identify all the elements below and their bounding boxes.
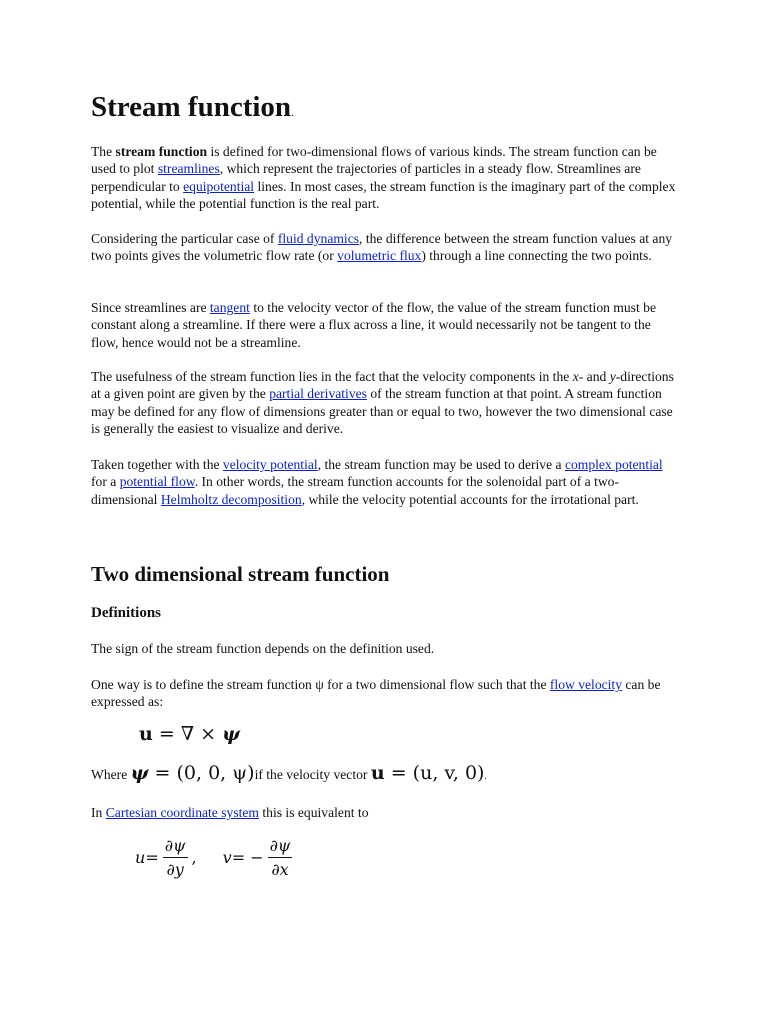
link-velocity-potential[interactable]: velocity potential [222,457,318,472]
link-tangent[interactable]: tangent [209,300,250,315]
equation-curl: u = ∇ × ψ [139,723,240,745]
link-volumetric-flux[interactable]: volumetric flux [337,248,422,264]
intro-paragraph-2: Considering the particular case of fluid dynamics, the difference between the stream function values at any two points gives the volumetric flow rate (or volumetric flux) through a line connecting the two points. [91,231,673,264]
fraction-dpsi-dx: $\frac{\partial\psi}{\partial x}$ [269,836,291,879]
intro-paragraph-4: The usefulness of the stream function lies in the fact that the velocity components in the x- and y-directions at a given point are given by the partial derivatives of the stream function at that point. A stream function may be defined for any flow of dimensions greater than or equal to two, however the two dimensional case is generally the easiest to visualize and derive. [91,369,674,436]
page-title [91,88,294,131]
link-potential-flow[interactable]: potential flow [119,474,195,490]
link-helmholtz-decomposition[interactable]: Helmholtz decomposition [160,491,302,507]
section-heading: Two dimensional stream function [91,562,390,586]
equation-velocity-components: u = $\frac{\partial\psi}{\partial y}$ , v = − $\frac{\partial\psi}{\partial x}$ [135,836,291,879]
link-fluid-dynamics[interactable]: fluid dynamics [277,231,360,246]
bold-term: stream function [115,144,208,159]
intro-paragraph-3: Since streamlines are tangent to the velocity vector of the flow, the value of the stream function must be constant along a streamline. If there were a flux across a line, it would necessarily not be tangent to the flow, hence would not be a streamline. [91,300,656,350]
link-equipotential[interactable]: equipotential [183,178,255,194]
title-dot: . [291,105,295,119]
definitions-paragraph-3: In Cartesian coordinate system this is equivalent to [91,805,369,820]
link-partial-derivatives[interactable]: partial derivatives [269,386,367,402]
where-line: Where ψ = (0, 0, ψ)if the velocity vector u = (u, v, 0). [91,762,487,784]
link-flow-velocity[interactable]: flow velocity [549,677,622,692]
intro-paragraph-5: Taken together with the velocity potential, the stream function may be used to derive a complex potential for a potential flow. In other words, the stream function accounts for the solenoidal part of a two-dimensional Helmholtz decomposition, while the velocity potential accounts for the irrotational part. [91,457,663,507]
intro-paragraph-1: The stream function is defined for two-dimensional flows of various kinds. The stream function can be used to plot streamlines, which represent the trajectories of particles in a steady flow. Streamlines are perpendicular to equipotential lines. In most cases, the stream function is the imaginary part of the complex potential, while the potential function is the real part. [91,144,676,211]
link-streamlines[interactable]: streamlines [157,161,220,177]
link-cartesian-coordinate-system[interactable]: Cartesian coordinate system [105,805,259,820]
definitions-paragraph-1: The sign of the stream function depends on the definition used. [91,641,435,656]
fraction-dpsi-dy: $\frac{\partial\psi}{\partial y}$ [164,836,186,879]
title-text: Stream function [91,91,292,123]
definitions-paragraph-2: One way is to define the stream function ψ for a two dimensional flow such that the flow velocity can be expressed as: [91,677,661,710]
subsection-heading: Definitions [91,605,162,621]
link-complex-potential[interactable]: complex potential [564,457,663,472]
